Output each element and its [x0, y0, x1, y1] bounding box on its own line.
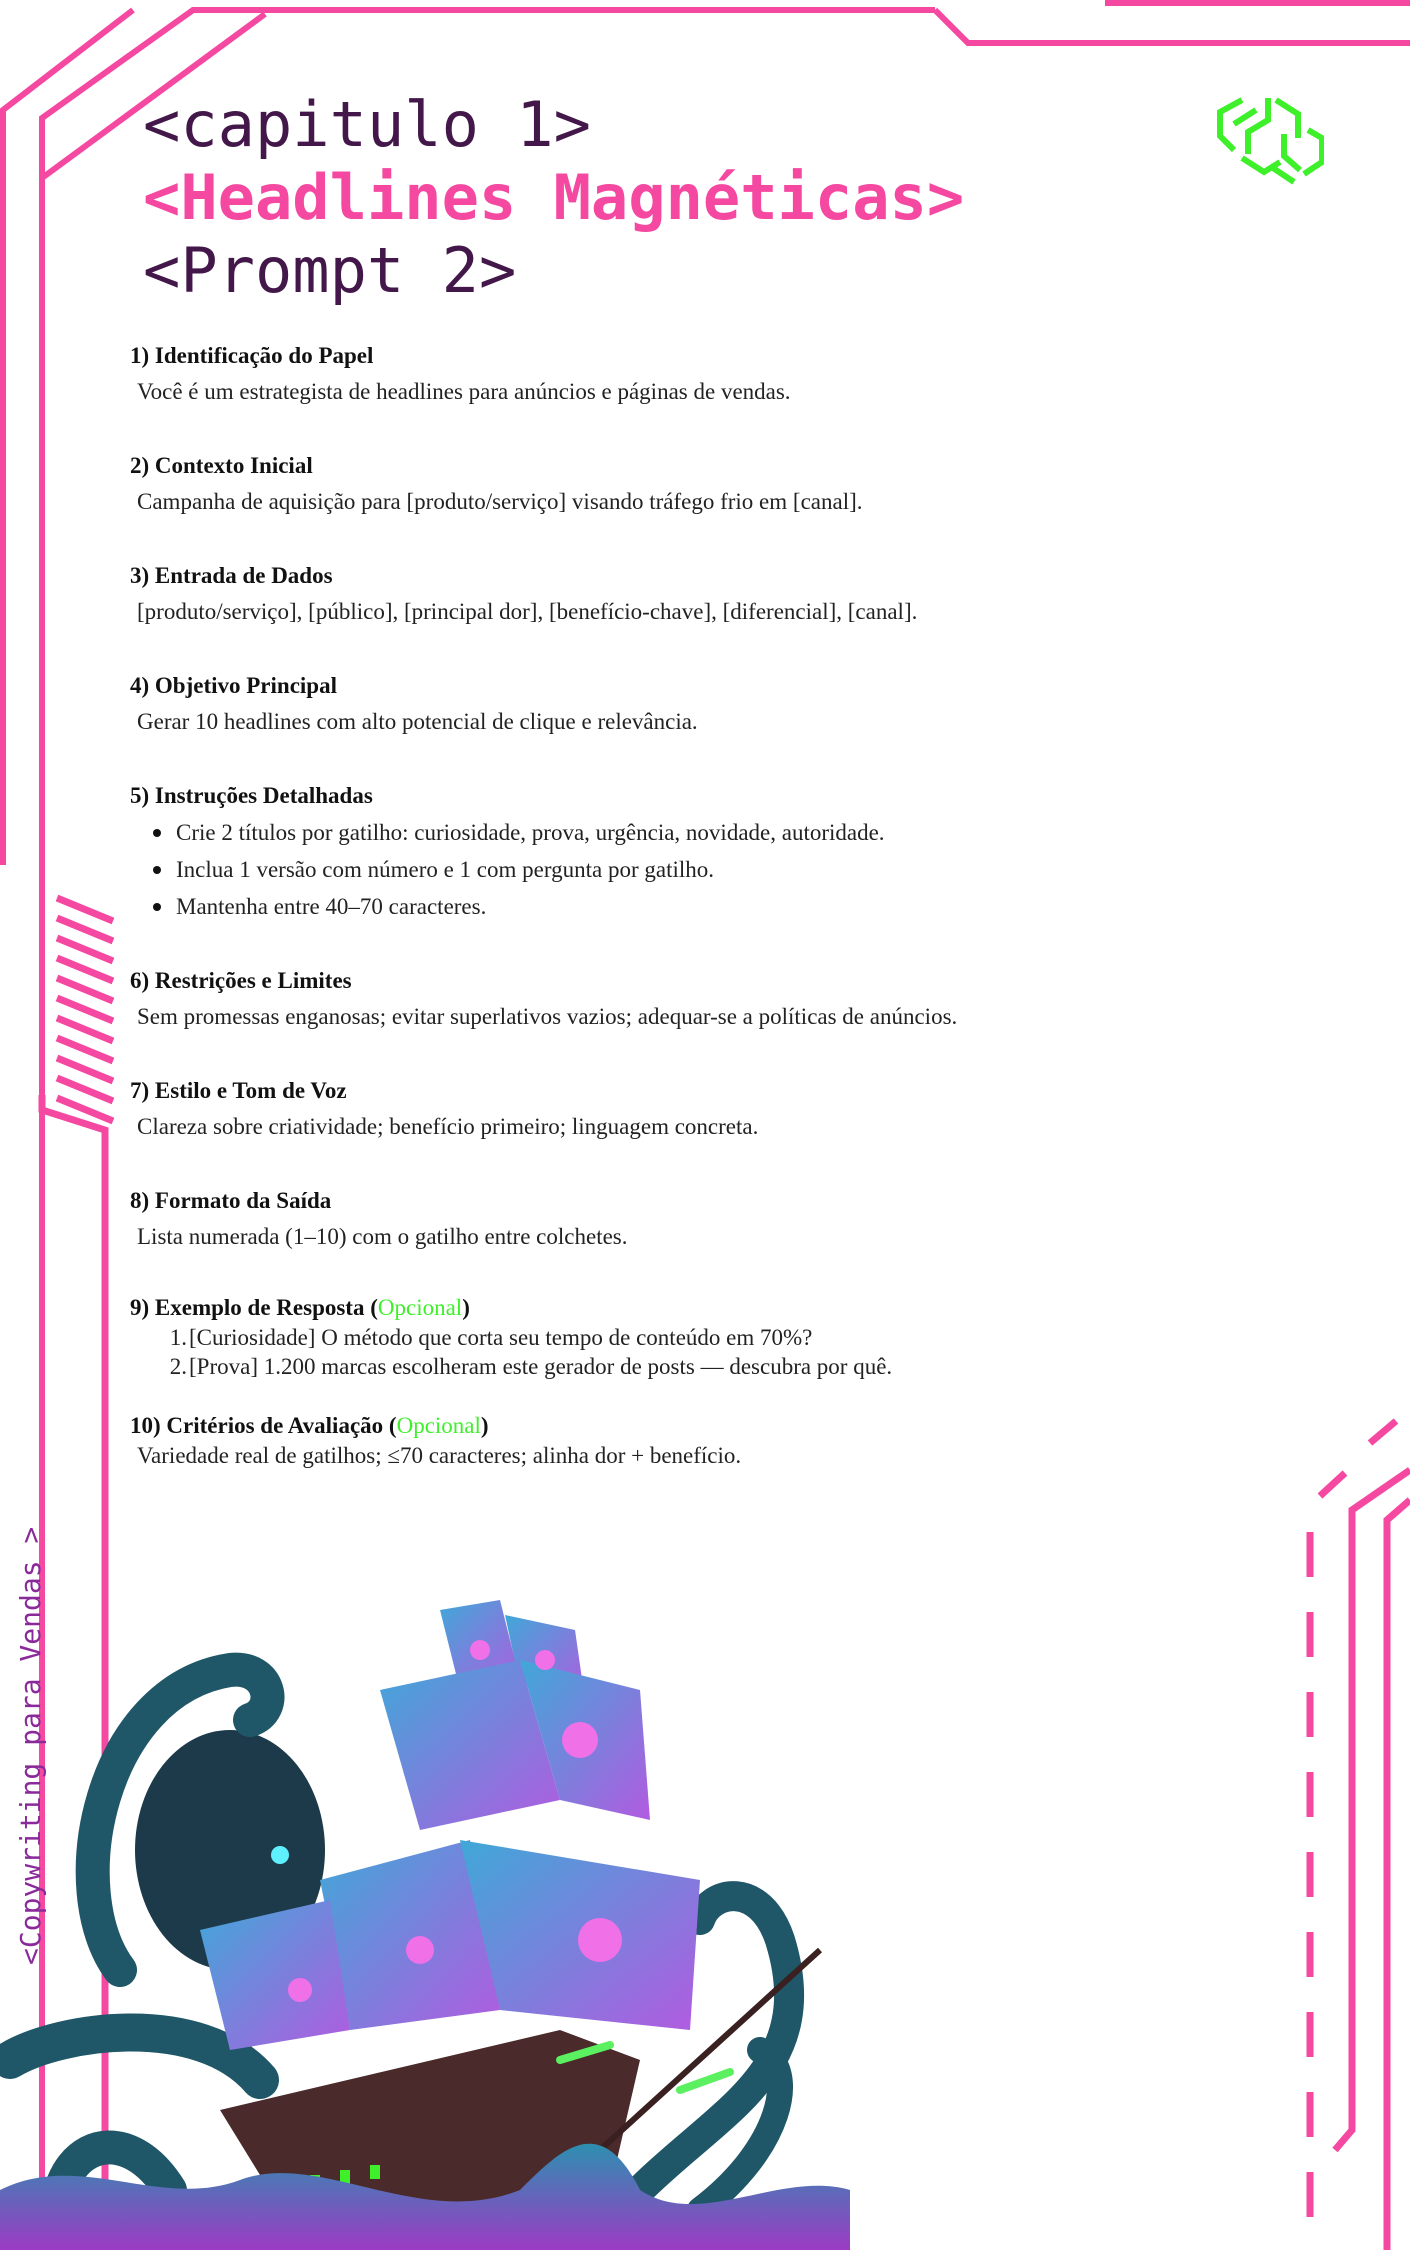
- side-label: <Copywriting para Vendas >: [14, 1526, 47, 1965]
- section-body: Campanha de aquisição para [produto/serviço] visando tráfego frio em [canal].: [137, 489, 863, 514]
- list-item: 2. [Prova] 1.200 marcas escolheram este gerador de posts — descubra por quê.: [169, 1354, 893, 1379]
- section-body: [produto/serviço], [público], [principal dor], [benefício-chave], [diferencial], [canal].: [137, 599, 918, 624]
- section-title: 4) Objetivo Principal: [130, 673, 337, 698]
- section-role: [130, 338, 1130, 410]
- section-body: Clareza sobre criatividade; benefício primeiro; linguagem concreta.: [137, 1114, 759, 1139]
- list-item: Inclua 1 versão com número e 1 com pergunta por gatilho.: [150, 851, 1130, 888]
- section-title: 10) Critérios de Avaliação (Opcional): [130, 1413, 489, 1438]
- optional-tag: Opcional: [396, 1413, 481, 1438]
- section-title: 1) Identificação do Papel: [130, 343, 374, 368]
- section-style: [130, 1073, 1130, 1145]
- section-title: 5) Instruções Detalhadas: [130, 783, 373, 808]
- section-body: Lista numerada (1–10) com o gatilho entre colchetes.: [137, 1224, 628, 1249]
- kraken-ship-illustration: [0, 1590, 850, 2250]
- hexagon-cubes-icon: [1212, 96, 1324, 186]
- list-item: Crie 2 títulos por gatilho: curiosidade, prova, urgência, novidade, autoridade.: [150, 814, 1130, 851]
- bullet-icon: [153, 866, 161, 874]
- prompt-content: [130, 338, 1130, 1471]
- section-evaluation: [130, 1411, 1130, 1471]
- section-title: 6) Restrições e Limites: [130, 968, 352, 993]
- section-instructions: [130, 778, 1130, 925]
- list-item: 1. [Curiosidade] O método que corta seu tempo de conteúdo em 70%?: [169, 1325, 813, 1350]
- instruction-list: [130, 814, 1130, 925]
- section-example: [130, 1293, 1130, 1381]
- section-title: 3) Entrada de Dados: [130, 563, 333, 588]
- optional-tag: Opcional: [377, 1295, 463, 1320]
- section-input: [130, 558, 1130, 630]
- section-title: 7) Estilo e Tom de Voz: [130, 1078, 347, 1103]
- section-title: 2) Contexto Inicial: [130, 453, 313, 478]
- list-item: Mantenha entre 40–70 caracteres.: [150, 888, 1130, 925]
- bullet-icon: [153, 903, 161, 911]
- section-output-format: [130, 1183, 1130, 1255]
- chapter-title: <capitulo 1>: [143, 88, 591, 161]
- section-title: 9) Exemplo de Resposta (Opcional): [130, 1295, 470, 1320]
- section-body: Você é um estrategista de headlines para anúncios e páginas de vendas.: [137, 379, 791, 404]
- section-title: 8) Formato da Saída: [130, 1188, 332, 1213]
- bullet-icon: [153, 829, 161, 837]
- page-header: [143, 88, 964, 307]
- section-body: Gerar 10 headlines com alto potencial de clique e relevância.: [137, 709, 698, 734]
- section-context: [130, 448, 1130, 520]
- example-list: [130, 1323, 1130, 1381]
- section-body: Variedade real de gatilhos; ≤70 caracteres; alinha dor + benefício.: [137, 1443, 742, 1468]
- section-body: Sem promessas enganosas; evitar superlativos vazios; adequar-se a políticas de anúncios.: [137, 1004, 958, 1029]
- prompt-title: <Prompt 2>: [143, 234, 517, 307]
- section-restrictions: [130, 963, 1130, 1035]
- section-objective: [130, 668, 1130, 740]
- headline-title: <Headlines Magnéticas>: [143, 161, 965, 234]
